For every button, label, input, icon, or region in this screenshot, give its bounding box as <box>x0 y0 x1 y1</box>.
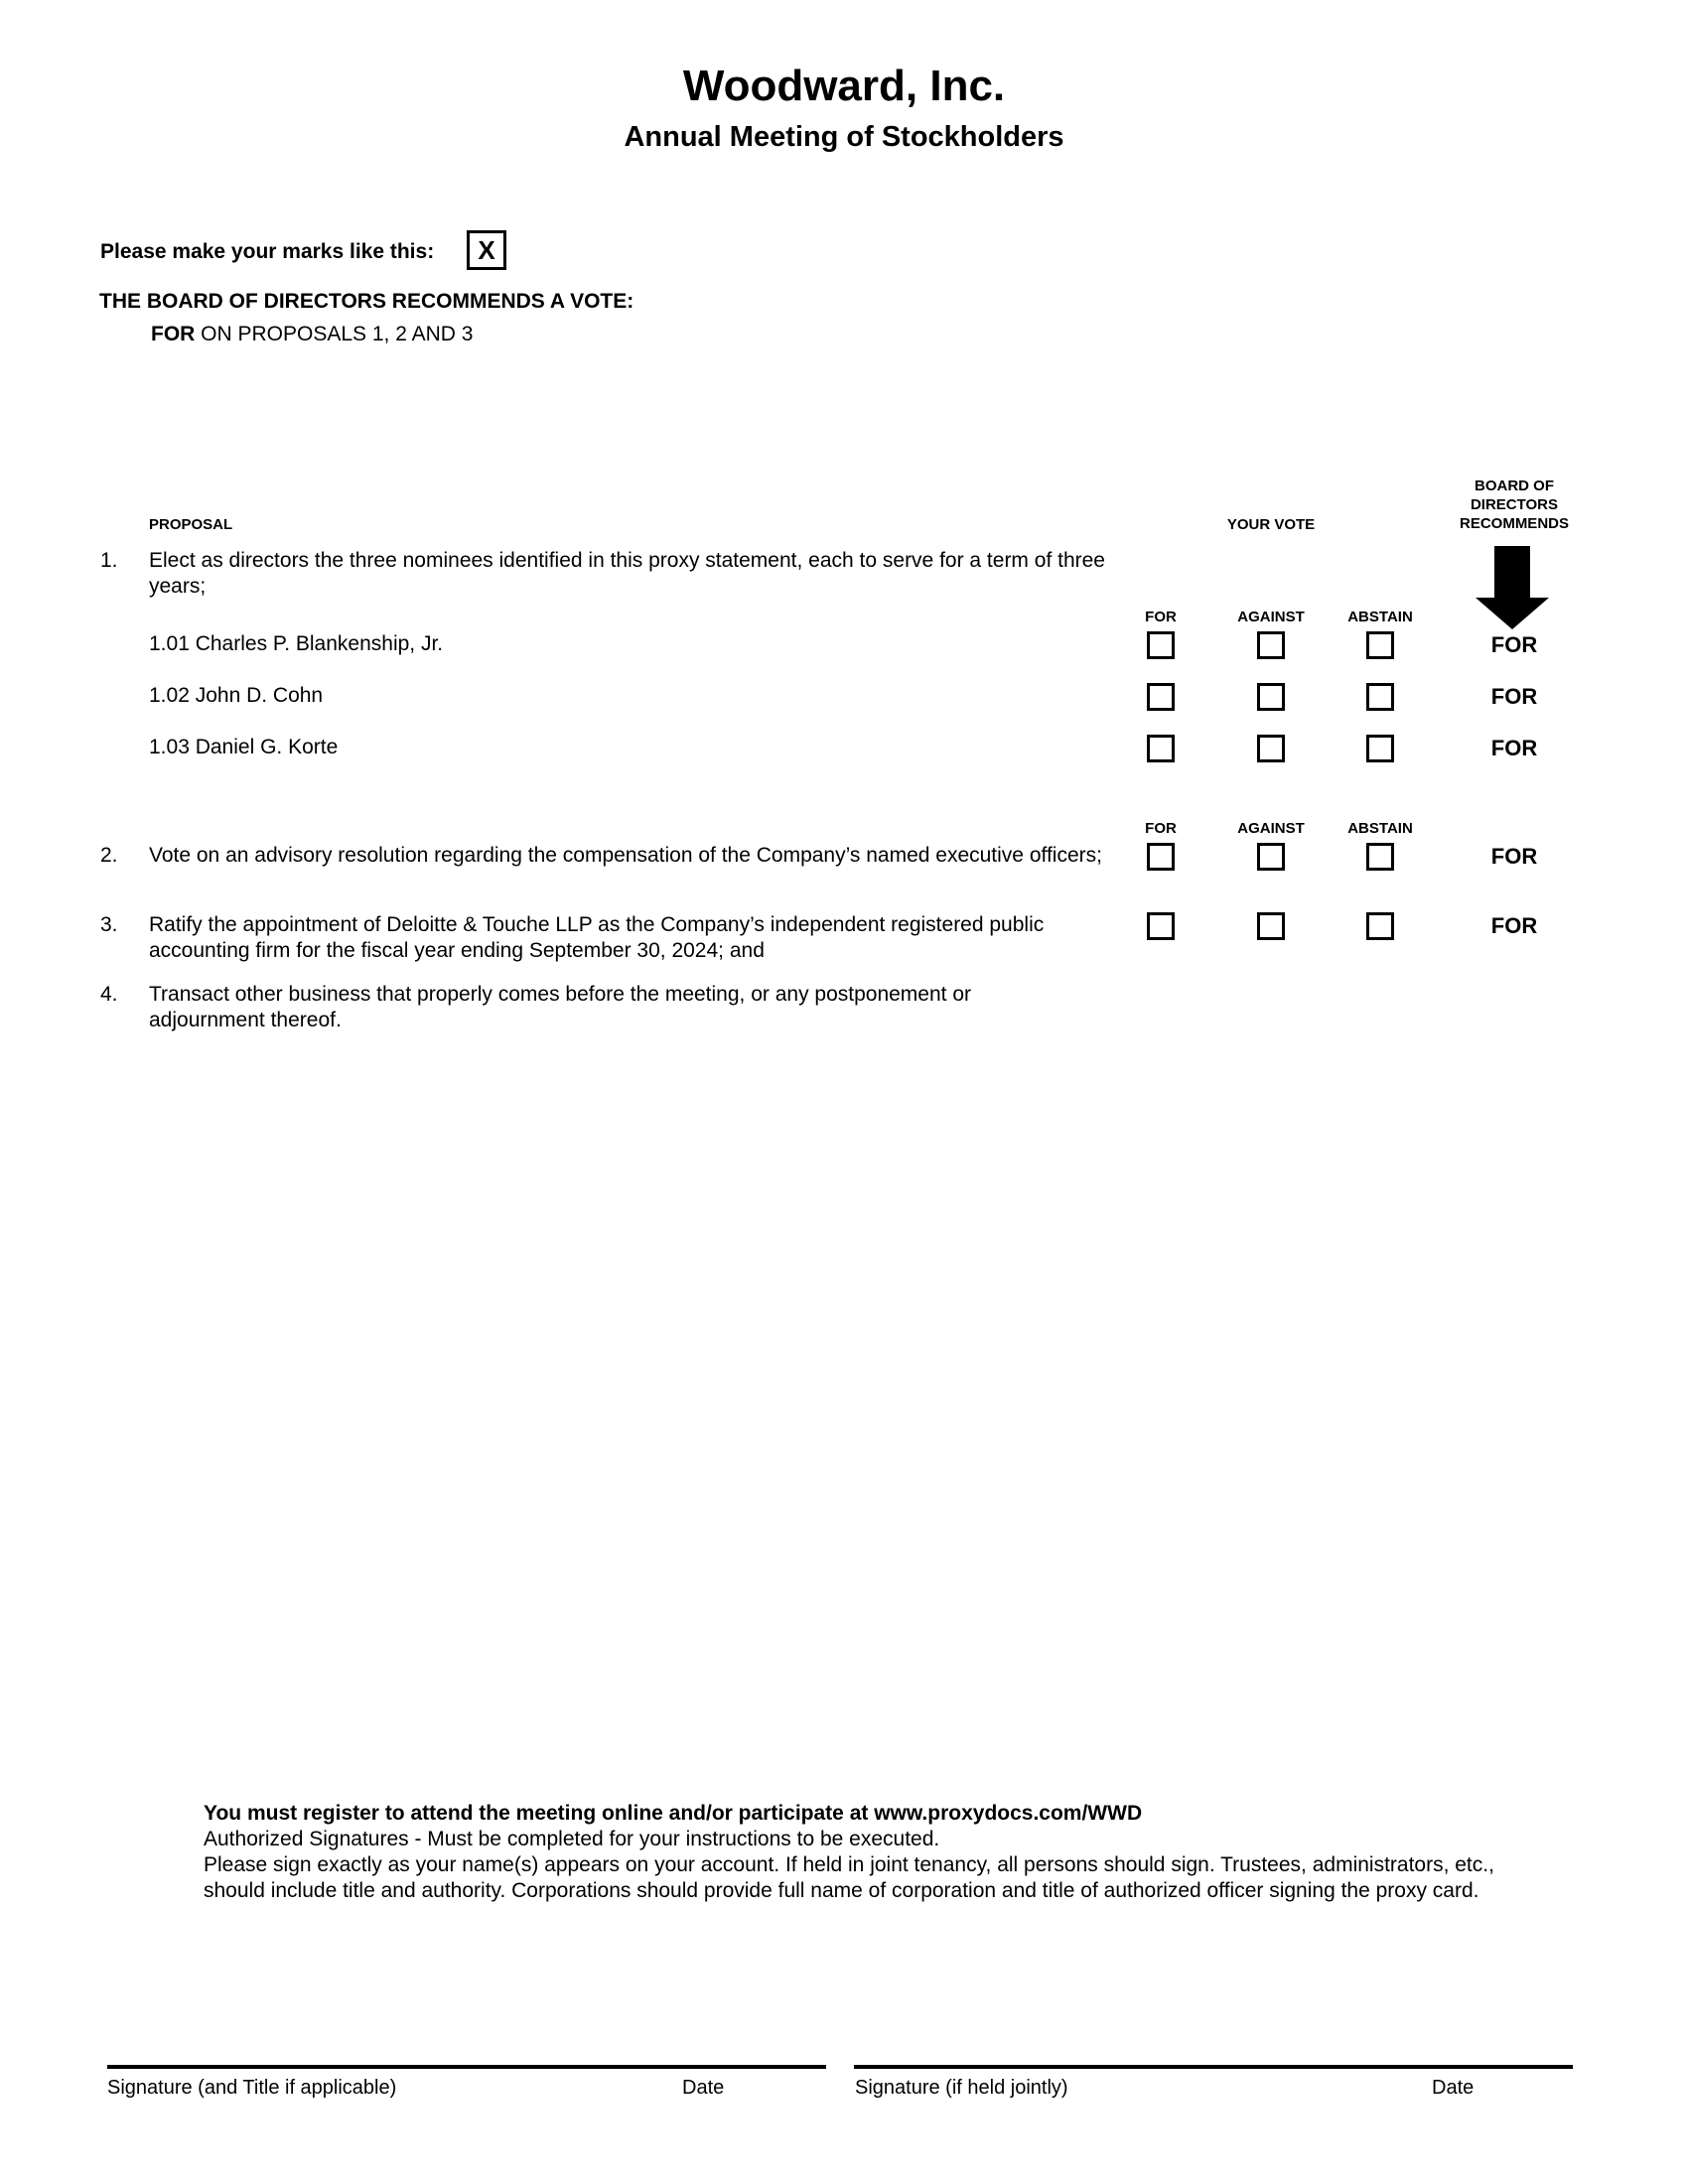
board-recommends-header <box>1430 477 1599 533</box>
nominee-1-02-for-checkbox[interactable] <box>1147 683 1175 711</box>
mark-example-box: X <box>467 230 506 270</box>
proposal-3-number: 3. <box>100 913 118 936</box>
down-arrow-icon <box>1476 546 1549 629</box>
proposal-2-against-checkbox[interactable] <box>1257 843 1285 871</box>
signature-line-1[interactable] <box>107 2065 826 2069</box>
nominee-1-02-abstain-checkbox[interactable] <box>1366 683 1394 711</box>
proposal-2-number: 2. <box>100 844 118 867</box>
register-notice: You must register to attend the meeting online and/or participate at www.proxydocs.com/WWD <box>204 1802 1143 1825</box>
proposal-3-recommendation: FOR <box>1490 913 1538 938</box>
nominee-1-01-abstain-checkbox[interactable] <box>1366 631 1394 659</box>
marks-instruction: Please make your marks like this: <box>100 240 435 263</box>
nominee-1-02-label: 1.02 John D. Cohn <box>149 684 324 707</box>
col-against-header-1: AGAINST <box>1237 609 1305 625</box>
nominee-1-03-recommendation: FOR <box>1490 736 1538 760</box>
rec-bold: FOR <box>151 323 196 345</box>
col-against-header-2: AGAINST <box>1237 820 1305 837</box>
proposal-column-header: PROPOSAL <box>149 516 233 533</box>
document-title: Woodward, Inc. <box>682 62 1006 110</box>
nominee-1-03-for-checkbox[interactable] <box>1147 735 1175 762</box>
nominee-1-01-for-checkbox[interactable] <box>1147 631 1175 659</box>
date-label-2: Date <box>1432 2077 1475 2099</box>
your-vote-header: YOUR VOTE <box>1226 516 1316 533</box>
proposal-1-number: 1. <box>100 549 118 572</box>
proposal-4-number: 4. <box>100 983 118 1006</box>
nominee-1-02-against-checkbox[interactable] <box>1257 683 1285 711</box>
col-for-header-1: FOR <box>1145 609 1177 625</box>
proposal-3-abstain-checkbox[interactable] <box>1366 912 1394 940</box>
signature-label-1: Signature (and Title if applicable) <box>107 2077 397 2099</box>
proposal-3-for-checkbox[interactable] <box>1147 912 1175 940</box>
board-header-line3: RECOMMENDS <box>1459 515 1569 532</box>
col-abstain-header-2: ABSTAIN <box>1347 820 1413 837</box>
date-label-1: Date <box>682 2077 725 2099</box>
proposal-4-text: Transact other business that properly comes before the meeting, or any postponement or adjournment thereof. <box>149 983 972 1031</box>
nominee-1-01-label: 1.01 Charles P. Blankenship, Jr. <box>149 632 444 655</box>
board-recommendation-line <box>151 323 473 346</box>
nominee-1-02-recommendation: FOR <box>1490 684 1538 709</box>
proposal-1-text: Elect as directors the three nominees identified in this proxy statement, each to serve for a term of three years; <box>149 549 1105 598</box>
signature-line-2[interactable] <box>854 2065 1573 2069</box>
proposal-2-recommendation: FOR <box>1490 844 1538 869</box>
document-subtitle: Annual Meeting of Stockholders <box>624 121 1064 153</box>
footer-instructions <box>204 1801 1494 1904</box>
board-header-line1: BOARD OF <box>1475 478 1554 494</box>
col-for-header-2: FOR <box>1145 820 1177 837</box>
board-recommendation-heading: THE BOARD OF DIRECTORS RECOMMENDS A VOTE: <box>99 290 634 313</box>
nominee-1-03-label: 1.03 Daniel G. Korte <box>149 736 339 758</box>
sign-instructions: Please sign exactly as your name(s) appears on your account. If held in joint tenancy, all persons should sign. Trustees, administrators, etc., should include title and authority. Corporations should provide full name of corporation and title of authorized officer signing the proxy card. <box>204 1853 1494 1902</box>
nominee-1-01-recommendation: FOR <box>1490 632 1538 657</box>
nominee-1-01-against-checkbox[interactable] <box>1257 631 1285 659</box>
rec-rest: ON PROPOSALS 1, 2 AND 3 <box>195 323 474 345</box>
proposal-2-text: Vote on an advisory resolution regarding the compensation of the Company’s named executive officers; <box>149 844 1102 867</box>
proposal-3-against-checkbox[interactable] <box>1257 912 1285 940</box>
proposal-2-for-checkbox[interactable] <box>1147 843 1175 871</box>
col-abstain-header-1: ABSTAIN <box>1347 609 1413 625</box>
nominee-1-03-abstain-checkbox[interactable] <box>1366 735 1394 762</box>
signature-label-2: Signature (if held jointly) <box>855 2077 1068 2099</box>
board-header-line2: DIRECTORS <box>1470 496 1559 513</box>
proposal-2-abstain-checkbox[interactable] <box>1366 843 1394 871</box>
nominee-1-03-against-checkbox[interactable] <box>1257 735 1285 762</box>
authorized-signatures-note: Authorized Signatures - Must be completed for your instructions to be executed. <box>204 1828 940 1850</box>
proposal-3-text: Ratify the appointment of Deloitte & Touche LLP as the Company’s independent registered public accounting firm for the fiscal year ending September 30, 2024; and <box>149 913 1045 962</box>
